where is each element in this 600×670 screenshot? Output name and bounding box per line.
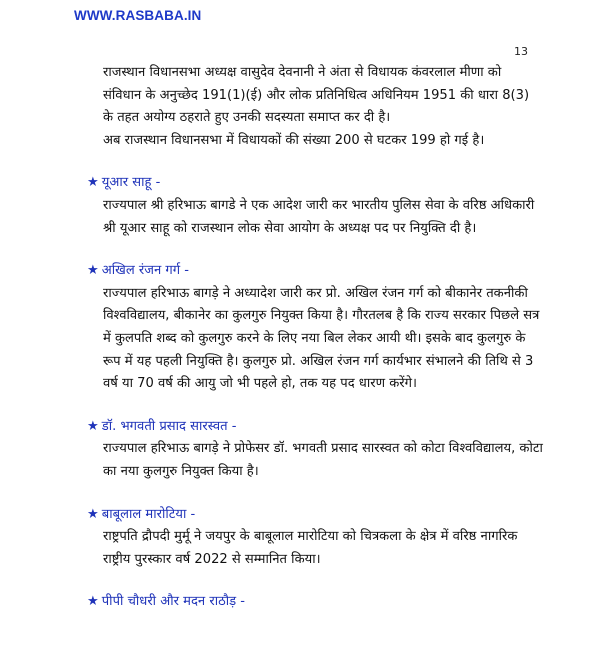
star-icon: ★: [87, 506, 99, 522]
section-heading-text: पीपी चौधरी और मदन राठौड़ -: [101, 594, 245, 610]
page-number: 13: [514, 45, 528, 58]
section-body: राष्ट्रपति द्रौपदी मुर्मू ने जयपुर के बाबूलाल मारोटिया को चित्रकला के क्षेत्र में वरिष्ठ नागरिक राष्ट्रीय पुरस्कार वर्ष 2022 से सम्मानित किया।: [103, 529, 518, 567]
star-icon: ★: [87, 263, 99, 279]
site-link[interactable]: WWW.RASBABA.IN: [74, 8, 202, 23]
section-body: राज्यपाल श्री हरिभाऊ बागडे ने एक आदेश जारी कर भारतीय पुलिस सेवा के वरिष्ठ अधिकारी श्री यूआर साहू को राजस्थान लोक सेवा आयोग के अध्यक्ष पद पर नियुक्ति दी है।: [103, 197, 535, 236]
star-icon: ★: [87, 175, 99, 191]
section-heading: [87, 416, 543, 439]
section-babulal-marotiya: [87, 504, 543, 572]
section-body: राज्यपाल हरिभाऊ बागड़े ने अध्यादेश जारी कर प्रो. अखिल रंजन गर्ग को बीकानेर तकनीकी विश्वविद्यालय, बीकानेर का कुलगुरु नियुक्त किया है। गौरतलब है कि राज्य सरकार पिछले सत्र में कुलपति शब्द को कुलगुरु करने के लिए नया बिल लेकर आयी थी। इसके बाद कुलगुरु के रूप में यह पहली नियुक्ति है। कुलगुरु प्रो. अखिल रंजन गर्ग कार्यभार संभालने की तिथि से 3 वर्ष या 70 वर्ष की आयु जो भी पहले हो, तक यह पद धारण करेंगे।: [103, 285, 540, 392]
section-akhil-ranjan-garg: [87, 260, 543, 396]
section-heading-text: बाबूलाल मारोटिया -: [101, 506, 196, 522]
section-ur-sahu: [87, 172, 543, 240]
intro-paragraph-2: अब राजस्थान विधानसभा में विधायकों की संख्या 200 से घटकर 199 हो गई है।: [103, 132, 485, 148]
section-heading: [87, 260, 543, 283]
section-heading: [87, 172, 543, 195]
intro-paragraph-1: राजस्थान विधानसभा अध्यक्ष वासुदेव देवनानी ने अंता से विधायक कंवरलाल मीणा को संविधान के अनुच्छेद 191(1)(ई) और लोक प्रतिनिधित्व अधिनियम 1951 की धारा 8(3) के तहत अयोग्य ठहराते हुए उनकी सदस्यता समाप्त कर दी है।: [103, 65, 530, 126]
section-heading-text: अखिल रंजन गर्ग -: [101, 263, 190, 279]
star-icon: ★: [87, 594, 99, 610]
section-heading: [87, 504, 543, 527]
document-body: [87, 62, 543, 614]
section-bhagwati-prasad-saraswat: [87, 416, 543, 484]
section-body: राज्यपाल हरिभाऊ बागड़े ने प्रोफेसर डॉ. भगवती प्रसाद सारस्वत को कोटा विश्वविद्यालय, कोटा का नया कुलगुरु नियुक्त किया है।: [103, 441, 543, 479]
star-icon: ★: [87, 418, 99, 434]
section-heading-text: यूआर साहू -: [101, 175, 161, 191]
section-heading-text: डॉ. भगवती प्रसाद सारस्वत -: [101, 418, 237, 434]
section-heading: [87, 591, 543, 614]
section-pp-chaudhary-madan-rathore: [87, 591, 543, 614]
